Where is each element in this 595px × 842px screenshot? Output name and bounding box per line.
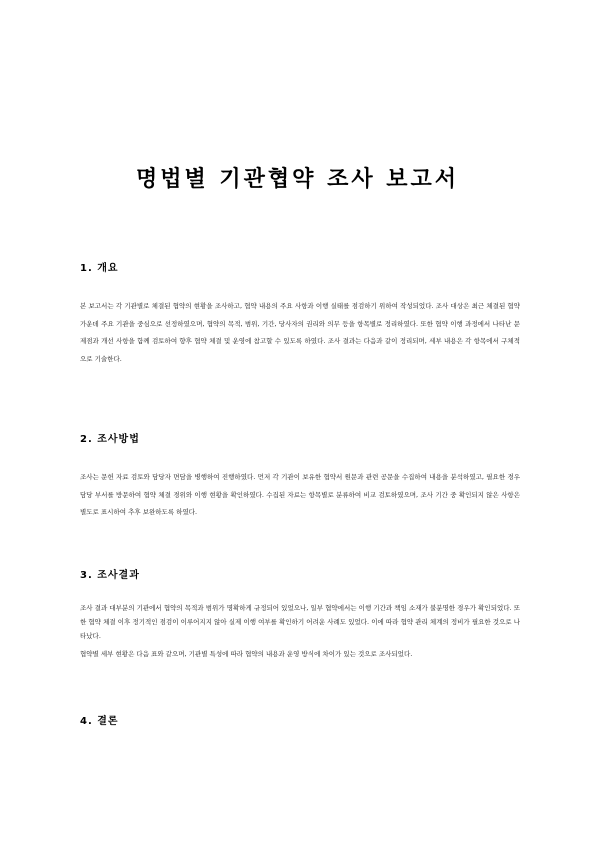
section-paragraph: 조사는 문헌 자료 검토와 담당자 면담을 병행하여 진행하였다. 먼저 각 기관이 보유한 협약서 원문과 관련 공문을 수집하여 내용을 분석하였고, 필요한 경우 담당 부서를 방문하여 협약 체결 경위와 이행 현황을 확인하였다. 수집된 자료는 항목별로 분류하여 비교 검토하였으며, 조사 기간 중 확인되지 않은 사항은 별도로 표시하여 추후 보완하도록 하였다.	[80, 473, 520, 516]
section-overview	[80, 259, 520, 368]
document-title: 명법별 기관협약 조사 보고서	[135, 167, 459, 192]
section-heading: 2. 조사방법	[80, 434, 140, 445]
section-paragraph: 본 보고서는 각 기관별로 체결된 협약의 현황을 조사하고, 협약 내용의 주요 사항과 이행 실태를 점검하기 위하여 작성되었다. 조사 대상은 최근 체결된 협약 가운데 주요 기관을 중심으로 선정하였으며, 협약의 목적, 범위, 기간, 당사자의 권리와 의무 등을 항목별로 정리하였다. 또한 협약 이행 과정에서 나타난 문제점과 개선 사항을 함께 검토하여 향후 협약 체결 및 운영에 참고할 수 있도록 하였다. 조사 결과는 다음과 같이 정리되며, 세부 내용은 각 항목에서 구체적으로 기술한다.	[80, 302, 520, 363]
section-paragraph: 협약별 세부 현황은 다음 표와 같으며, 기관별 특성에 따라 협약의 내용과 운영 방식에 차이가 있는 것으로 조사되었다.	[80, 650, 413, 658]
section-results	[80, 566, 520, 661]
section-method	[80, 430, 520, 522]
section-paragraph: 조사 결과 대부분의 기관에서 협약의 목적과 범위가 명확하게 규정되어 있었으나, 일부 협약에서는 이행 기간과 책임 소재가 불분명한 경우가 확인되었다. 또한 협약 체결 이후 정기적인 점검이 이루어지지 않아 실제 이행 여부를 확인하기 어려운 사례도 있었다. 이에 따라 협약 관리 체계의 정비가 필요한 것으로 나타났다.	[80, 604, 520, 640]
section-heading: 4. 결론	[80, 716, 119, 727]
section-conclusion	[80, 712, 520, 727]
section-heading: 1. 개요	[80, 263, 119, 274]
section-heading: 3. 조사결과	[80, 570, 140, 581]
